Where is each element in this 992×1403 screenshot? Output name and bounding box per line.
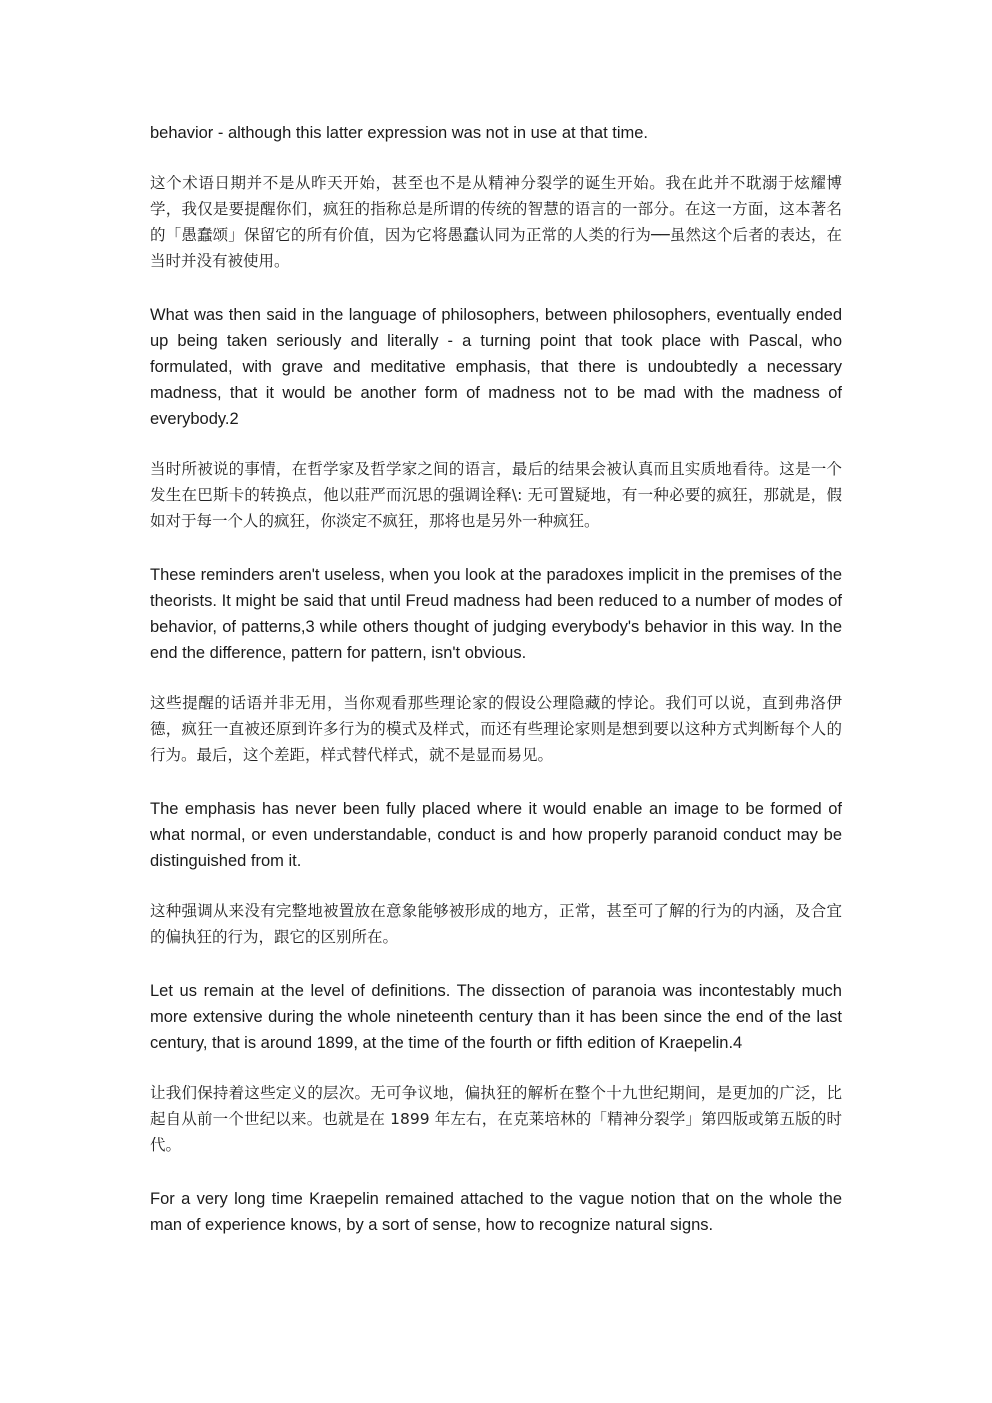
paragraph-en-1: behavior - although this latter expression was not in use at that time. [150,124,649,142]
paragraph-en-2: What was then said in the language of philosophers, between philosophers, eventually ended up being taken seriously and literally - a turning point that took place with Pascal, who formulated, with grave and meditative emphasis, that there is undoubtedly a necessary madness, that it would be another form of madness not to be mad with the madness of everybody.2 [150,306,842,428]
paragraph-zh-3: 这些提醒的话语并非无用，当你观看那些理论家的假设公理隐藏的悖论。我们可以说，直到弗洛伊德，疯狂一直被还原到许多行为的模式及样式，而还有些理论家则是想到要以这种方式判断每个人的行为。最后，这个差距，样式替代样式，就不是显而易见。 [150,694,842,764]
paragraph-zh-5: 让我们保持着这些定义的层次。无可争议地，偏执狂的解析在整个十九世纪期间，是更加的广泛，比起自从前一个世纪以来。也就是在 1899 年左右，在克莱培林的「精神分裂学」第四版或第五版的时代。 [150,1084,842,1154]
paragraph-zh-1: 这个术语日期并不是从昨天开始，甚至也不是从精神分裂学的诞生开始。我在此并不耽溺于炫耀博学，我仅是要提醒你们，疯狂的指称总是所谓的传统的智慧的语言的一部分。在这一方面，这本著名的「愚蠢颂」保留它的所有价值，因为它将愚蠢认同为正常的人类的行为──虽然这个后者的表达，在当时并没有被使用。 [150,174,842,270]
paragraph-en-3: These reminders aren't useless, when you look at the paradoxes implicit in the premises of the theorists. It might be said that until Freud madness had been reduced to a number of modes of behavior, of patterns,3 while others thought of judging everybody's behavior in this way. In the end the difference, pattern for pattern, isn't obvious. [150,566,842,662]
paragraph-zh-2: 当时所被说的事情，在哲学家及哲学家之间的语言，最后的结果会被认真而且实质地看待。这是一个发生在巴斯卡的转换点，他以莊严而沉思的强调诠释\: 无可置疑地，有一种必要的疯狂，那就是，假如对于每一个人的疯狂，你淡定不疯狂，那将也是另外一种疯狂。 [150,460,842,530]
document-page [150,120,842,1238]
paragraph-en-4: The emphasis has never been fully placed where it would enable an image to be formed of what normal, or even understandable, conduct is and how properly paranoid conduct may be distinguished from it. [150,800,842,870]
paragraph-zh-4: 这种强调从来没有完整地被置放在意象能够被形成的地方，正常，甚至可了解的行为的内涵，及合宜的偏执狂的行为，跟它的区别所在。 [150,902,842,946]
paragraph-en-5: Let us remain at the level of definitions. The dissection of paranoia was incontestably much more extensive during the whole nineteenth century than it has been since the end of the last century, that is around 1899, at the time of the fourth or fifth edition of Kraepelin.4 [150,982,842,1052]
paragraph-en-6: For a very long time Kraepelin remained attached to the vague notion that on the whole the man of experience knows, by a sort of sense, how to recognize natural signs. [150,1190,842,1234]
